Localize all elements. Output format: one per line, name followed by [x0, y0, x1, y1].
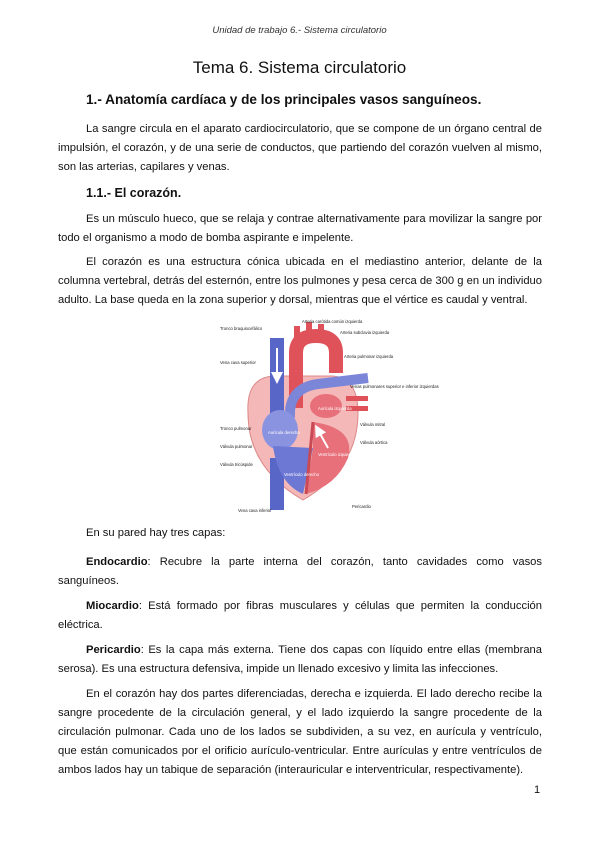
label-valvula-tricuspide: Válvula tricúspide: [220, 462, 253, 467]
label-ventriculo-derecho: Ventrículo derecho: [284, 472, 319, 477]
page-number: 1: [534, 784, 541, 796]
label-arteria-carotida: Arteria carótida común izquierda: [302, 319, 363, 324]
pericardio-paragraph: [58, 641, 542, 679]
label-vena-cava-inferior: Vena cava inferior: [238, 508, 272, 513]
label-aorta: Aorta: [308, 360, 319, 365]
label-auricula-izquierda: Aurícula izquierda: [318, 406, 352, 411]
label-pericardio: Pericardio: [352, 504, 371, 509]
pericardio-text: : Es la capa más externa. Tiene dos capas con líquido entre ellas (membrana serosa). Es una estructura defensiva, impide un llenado excesivo y limita las infecciones.: [58, 644, 542, 675]
endocardio-paragraph: [58, 553, 542, 591]
label-ventriculo-izquierdo: Ventrículo izquierdo: [318, 452, 355, 457]
heart-paragraph-1: Es un músculo hueco, que se relaja y contrae alternativamente para movilizar la sangre por todo el organismo a modo de bomba aspirante e impelente.: [58, 213, 542, 244]
layers-intro: En su pared hay tres capas:: [86, 527, 226, 539]
label-venas-pulmonares: Venas pulmonares superior e inferior izquierdas: [350, 384, 439, 389]
label-auricula-derecha: Aurícula derecha: [268, 430, 300, 435]
closing-paragraph: En el corazón hay dos partes diferenciadas, derecha e izquierda. El lado derecho recibe la sangre procedente de la circulación general, y el lado izquierdo la sangre procedente de la circulación pulmonar. Cada uno de los lados se subdividen, a su vez, en aurícula y ventrículo, que están comunicados por el orificio aurículo-ventricular. Entre aurículas y entre ventrículos de ambos lados hay un tabique de separación (interauricular e interventricular, respectivamente).: [58, 688, 542, 776]
label-valvula-mitral: Válvula mitral: [360, 422, 386, 427]
miocardio-term: Miocardio: [86, 600, 139, 612]
miocardio-text: : Está formado por fibras musculares y células que permiten la conducción eléctrica.: [58, 600, 542, 631]
endocardio-text: : Recubre la parte interna del corazón, tanto cavidades como vasos sanguíneos.: [58, 556, 542, 587]
label-valvula-pulmonar: Válvula pulmonar: [220, 444, 253, 449]
label-tronco-braquiocefalico: Tronco braquiocefálico: [220, 326, 263, 331]
section-1-paragraph: La sangre circula en el aparato cardiocirculatorio, que se compone de un órgano central de impulsión, el corazón, y de una serie de conductos, que partiendo del corazón vuelven al mismo, son las arterias, capilares y venas.: [58, 123, 542, 173]
label-arteria-subclavia: Arteria subclavia izquierda: [340, 330, 390, 335]
running-header: Unidad de trabajo 6.- Sistema circulatorio: [212, 25, 387, 36]
label-arteria-pulmonar: Arteria pulmonar izquierda: [344, 354, 394, 359]
label-tronco-pulmonar: Tronco pulmonar: [220, 426, 252, 431]
subclavian-artery-shape: [318, 324, 324, 340]
label-valvula-aortica: Válvula aórtica: [360, 440, 388, 445]
label-vena-cava-superior: Vena cava superior: [220, 360, 256, 365]
pulmonary-veins-shape: [346, 396, 368, 401]
brachiocephalic-trunk-shape: [294, 326, 300, 342]
endocardio-term: Endocardio: [86, 556, 148, 568]
heart-paragraph-2: El corazón es una estructura cónica ubicada en el mediastino anterior, delante de la columna vertebral, detrás del esternón, entre los pulmones y pesa cerca de 300 g en un individuo adulto. La base queda en la zona superior y dorsal, mientras que el vértice es caudal y ventral.: [58, 256, 542, 306]
pericardio-term: Pericardio: [86, 644, 141, 656]
section-heading-1: 1.- Anatomía cardíaca y de los principales vasos sanguíneos.: [86, 92, 482, 107]
page-title: Tema 6. Sistema circulatorio: [192, 58, 407, 77]
heart-diagram: [218, 318, 439, 514]
miocardio-paragraph: [58, 597, 542, 635]
section-heading-1-1: 1.1.- El corazón.: [86, 186, 182, 200]
carotid-artery-shape: [306, 322, 312, 340]
